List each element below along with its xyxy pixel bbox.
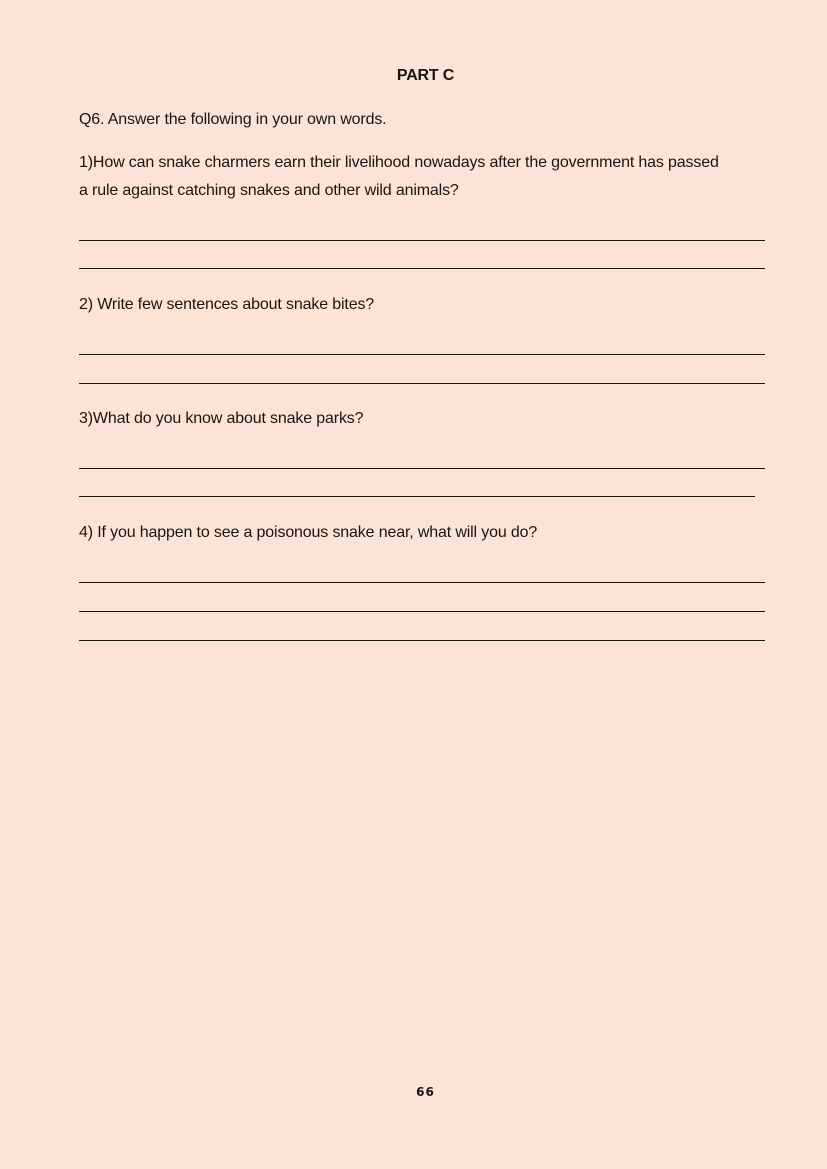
answer-line-q3-2[interactable] [79,496,755,497]
page-title: PART C [396,67,455,84]
instruction-text: Q6. Answer the following in your own words. [79,111,387,128]
page-number: 66 [416,1085,435,1099]
question-2: 2) Write few sentences about snake bites? [79,296,375,313]
question-4: 4) If you happen to see a poisonous snake near, what will you do? [79,524,538,541]
answer-line-q1-2[interactable] [79,268,765,269]
question-1-line-1: 1)How can snake charmers earn their livelihood nowadays after the government has passed [79,154,719,171]
question-1-line-2: a rule against catching snakes and other wild animals? [79,182,459,199]
answer-line-q3-1[interactable] [79,468,765,469]
answer-line-q1-1[interactable] [79,240,765,241]
answer-line-q4-2[interactable] [79,611,765,612]
answer-line-q2-1[interactable] [79,354,765,355]
question-3: 3)What do you know about snake parks? [79,410,364,427]
answer-line-q4-3[interactable] [79,640,765,641]
answer-line-q2-2[interactable] [79,383,765,384]
answer-line-q4-1[interactable] [79,582,765,583]
